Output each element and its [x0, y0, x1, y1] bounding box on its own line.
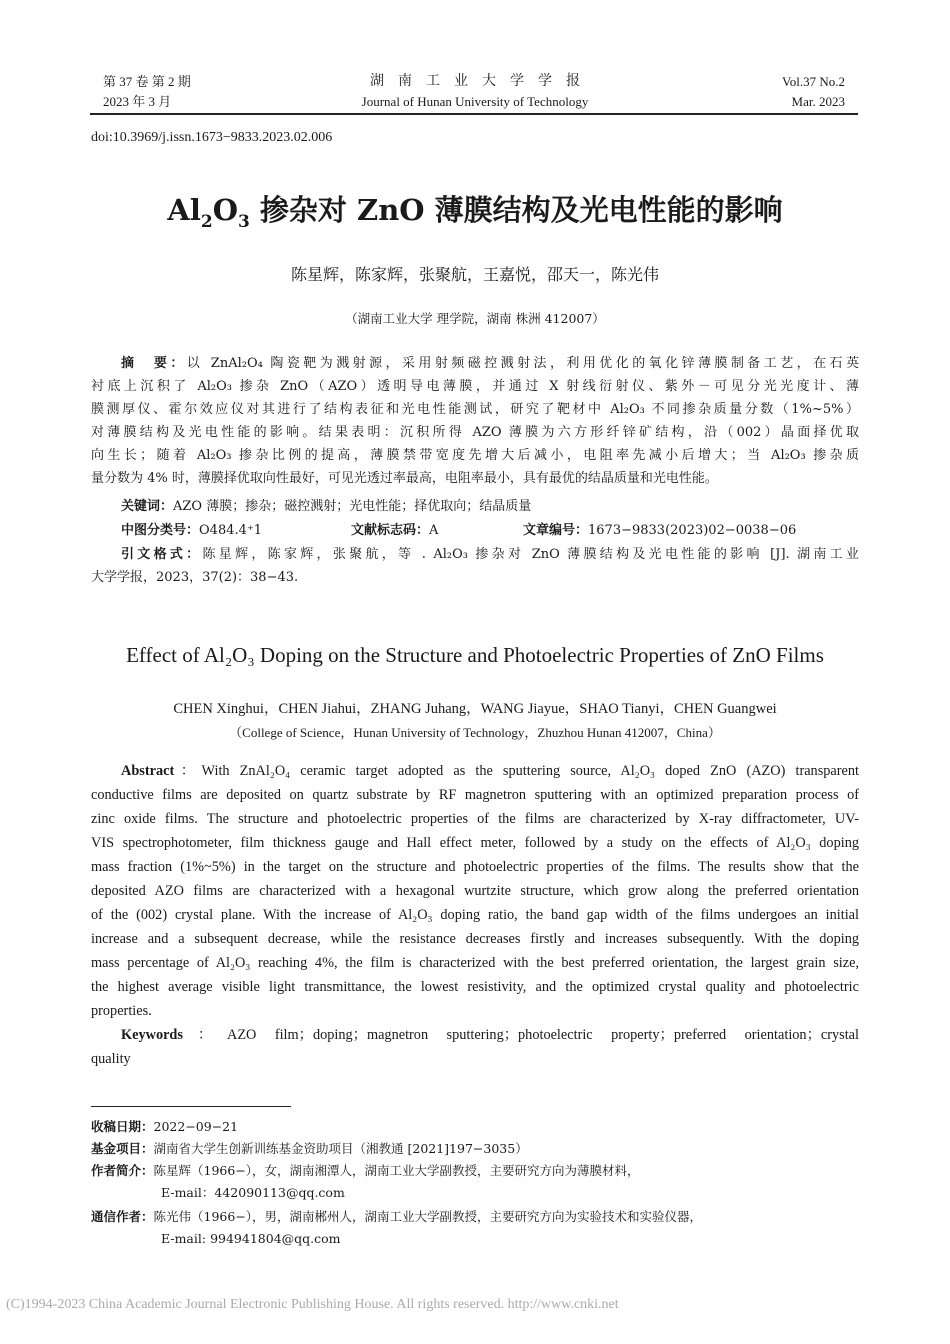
header-rule — [90, 113, 858, 115]
journal-name-en: Journal of Hunan University of Technology — [361, 94, 589, 109]
abstract-cn-line: 膜测厚仪、霍尔效应仪对其进行了结构表征和光电性能测试，研究了靶材中 Al₂O₃ 不同掺杂质量分数（1%~5%） — [91, 402, 859, 417]
fund-project: 基金项目：湖南省大学生创新训练基金资助项目（湘教通 [2021]197−3035） — [91, 1141, 528, 1156]
received-date: 收稿日期：2022−09−21 — [91, 1119, 239, 1134]
title-cn: $Al_2O_3$ 掺杂对 ZnO 薄膜结构及光电性能的影响 — [167, 193, 783, 232]
date-en: Mar. 2023 — [791, 94, 845, 109]
corresponding-email: E-mail: 994941804@qq.com — [161, 1231, 341, 1246]
classification-line: 中图分类号：O484.4⁺1 文献标志码：A 文章编号：1673−9833(2023)02−0038−06 — [121, 523, 797, 538]
corresponding-author: 通信作者：陈光伟（1966−），男，湖南郴州人，湖南工业大学副教授，主要研究方向为实验技术和实验仪器， — [91, 1209, 703, 1224]
abstract-cn-line: 摘 要：以 ZnAl₂O₄ 陶瓷靶为溅射源，采用射频磁控溅射法，利用优化的氧化锌薄膜制备工艺，在石英 — [121, 356, 859, 371]
author-bio: 作者简介：陈星辉（1966−），女，湖南湘潭人，湖南工业大学副教授，主要研究方向为薄膜材料， — [91, 1163, 640, 1178]
clc-value: O484.4⁺1 — [199, 523, 263, 538]
abstract-cn-line: 向生长；随着 Al₂O₃ 掺杂比例的提高，薄膜禁带宽度先增大后减小，电阻率先减小后增大；当 Al₂O₃ 掺杂质 — [91, 448, 859, 463]
author-email: E-mail：442090113@qq.com — [161, 1185, 345, 1200]
cnki-watermark: (C)1994-2023 China Academic Journal Electronic Publishing House. All rights reserved. http://www.cnki.net — [6, 1297, 619, 1312]
abstract-cn-line: 对薄膜结构及光电性能的影响。结果表明：沉积所得 AZO 薄膜为六方形纤锌矿结构，沿（002）晶面择优取 — [91, 425, 859, 440]
volume-issue: 第 37 卷 第 2 期 — [103, 74, 191, 89]
abstract-cn-line: 衬底上沉积了 Al₂O₃ 掺杂 ZnO（AZO）透明导电薄膜，并通过 X 射线衍射仪、紫外－可见分光光度计、薄 — [91, 379, 859, 394]
doi: doi:10.3969/j.issn.1673−9833.2023.02.006 — [91, 130, 333, 145]
journal-name-cn: 湖 南 工 业 大 学 学 报 — [370, 74, 580, 89]
footnotes — [91, 1116, 859, 1250]
title-en: Effect of Al₂O₃ Doping on the Structure and Photoelectric Properties of ZnO Films — [126, 643, 824, 667]
vol-no-en: Vol.37 No.2 — [782, 74, 845, 89]
authors-en: CHEN Xinghui，CHEN Jiahui，ZHANG Juhang，WANG Jiayue，SHAO Tianyi，CHEN Guangwei — [173, 701, 777, 717]
doc-code: A — [429, 523, 439, 538]
keywords-en: Keywords：AZO film；doping；magnetron sputtering；photoelectric property；preferred orientation；crystal quality — [91, 1027, 859, 1067]
citation-cn: 引文格式：陈星辉，陈家辉，张聚航，等 . Al₂O₃ 掺杂对 ZnO 薄膜结构及光电性能的影响 [J]. 湖南工业 大学学报，2023，37(2)：38−43. — [91, 547, 859, 585]
abstract-en: Abstract：With ZnAl₂O₄ ceramic target adopted as the sputtering source, Al₂O₃ doped ZnO (AZO) transparent conductive films are deposited on quartz substrate by RF magnetron sputtering with an optimized preparation process of zinc oxide films. The structure and photoelectric properties of the films are characterized by X-ray diffractometer, UV- VIS spectrophotometer, film thickness gauge and Hall effect meter, followed by a study on the effects of Al₂O₃ doping mass fraction (1%~5%) in the target on the structure and photoelectric properties of the films. The results show that the deposited AZO films are characterized with a hexagonal wurtzite structure, which grow along the preferred orientation of the (002) crystal plane. With the increase of Al₂O₃ doping ratio, the band gap width of the films undergoes an initial increase and a subsequent decrease, while the resistance decreases firstly and increases subsequently. With the doping mass percentage of Al₂O₃ reaching 4%, the film is characterized with the best preferred orientation, the largest grain size, the highest average visible light transmittance, the lowest resistivity, and the optimized crystal quality and photoelectric properties. — [91, 763, 859, 1019]
authors-cn: 陈星辉，陈家辉，张聚航，王嘉悦，邵天一，陈光伟 — [290, 265, 659, 284]
abstract-cn-line: 量分数为 4% 时，薄膜择优取向性最好，可见光透过率最高，电阻率最小，具有最优的结晶质量和光电性能。 — [91, 471, 718, 486]
article-number: 1673−9833(2023)02−0038−06 — [588, 523, 797, 538]
publication-date: 2023 年 3 月 — [103, 94, 172, 109]
affiliation-en: （College of Science，Hunan University of Technology，Zhuzhou Hunan 412007，China） — [229, 725, 721, 740]
abstract-cn — [91, 352, 859, 490]
affiliation-cn: （湖南工业大学 理学院，湖南 株洲 412007） — [345, 311, 605, 326]
footnote-rule — [91, 1106, 291, 1107]
keywords-cn: 关键词：AZO 薄膜；掺杂；磁控溅射；光电性能；择优取向；结晶质量 — [121, 499, 532, 514]
